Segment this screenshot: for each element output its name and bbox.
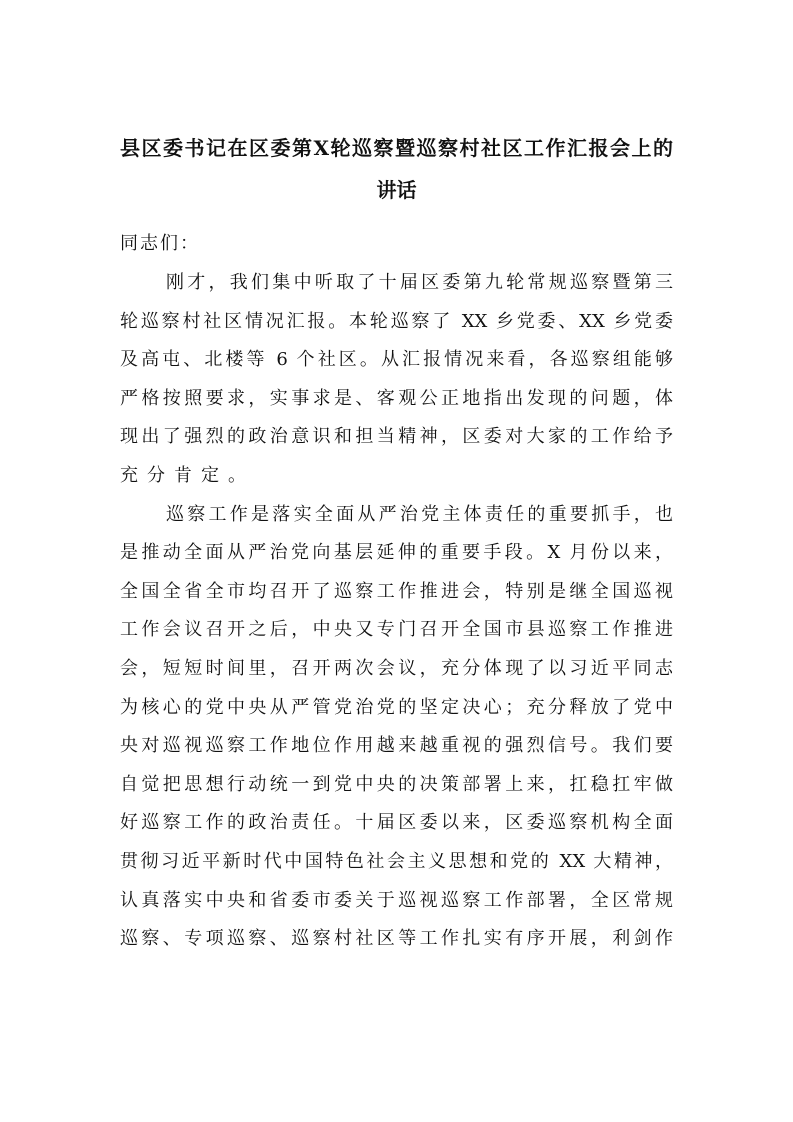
document-title-line-2: 讲话	[376, 178, 417, 202]
paragraph-2-line: 央对巡视巡察工作地位作用越来越重视的强烈信号。我们要	[120, 735, 673, 757]
paragraph-2-line: 为核心的党中央从严管党治党的坚定决心；充分释放了党中	[120, 696, 673, 718]
paragraph-1-line: 现出了强烈的政治意识和担当精神，区委对大家的工作给予	[120, 426, 673, 448]
paragraph-1-line: 严格按照要求，实事求是、客观公正地指出发现的问题，体	[120, 387, 673, 409]
paragraph-2-line: 好巡察工作的政治责任。十届区委以来，区委巡察机构全面	[120, 812, 673, 834]
paragraph-2-line: 工作会议召开之后，中央又专门召开全国市县巡察工作推进	[120, 619, 673, 641]
paragraph-1-line: 充分肯定。	[120, 465, 255, 486]
paragraph-2-line: 巡察、专项巡察、巡察村社区等工作扎实有序开展，利剑作	[120, 928, 673, 950]
document-title-line-1: 县区委书记在区委第X轮巡察暨巡察村社区工作汇报会上的	[120, 136, 673, 160]
paragraph-2-line: 认真落实中央和省委市委关于巡视巡察工作部署，全区常规	[120, 889, 673, 911]
paragraph-1-line: 刚才，我们集中听取了十届区委第九轮常规巡察暨第三	[166, 272, 673, 293]
paragraph-2-line: 会，短短时间里，召开两次会议，充分体现了以习近平同志	[120, 658, 673, 679]
paragraph-2-line: 巡察工作是落实全面从严治党主体责任的重要抓手，也	[166, 503, 673, 525]
paragraph-2-line: 自觉把思想行动统一到党中央的决策部署上来，扛稳扛牢做	[120, 773, 673, 795]
salutation: 同志们：	[120, 233, 200, 254]
paragraph-1-line: 轮巡察村社区情况汇报。本轮巡察了 XX 乡党委、XX 乡党委	[120, 310, 673, 332]
paragraph-2-line: 全国全省全市均召开了巡察工作推进会，特别是继全国巡视	[120, 580, 673, 602]
paragraph-2-line: 是推动全面从严治党向基层延伸的重要手段。X 月份以来，	[120, 542, 673, 564]
paragraph-1-line: 及高屯、北楼等 6 个社区。从汇报情况来看，各巡察组能够	[120, 349, 673, 371]
paragraph-2-line: 贯彻习近平新时代中国特色社会主义思想和党的 XX 大精神，	[120, 851, 673, 872]
